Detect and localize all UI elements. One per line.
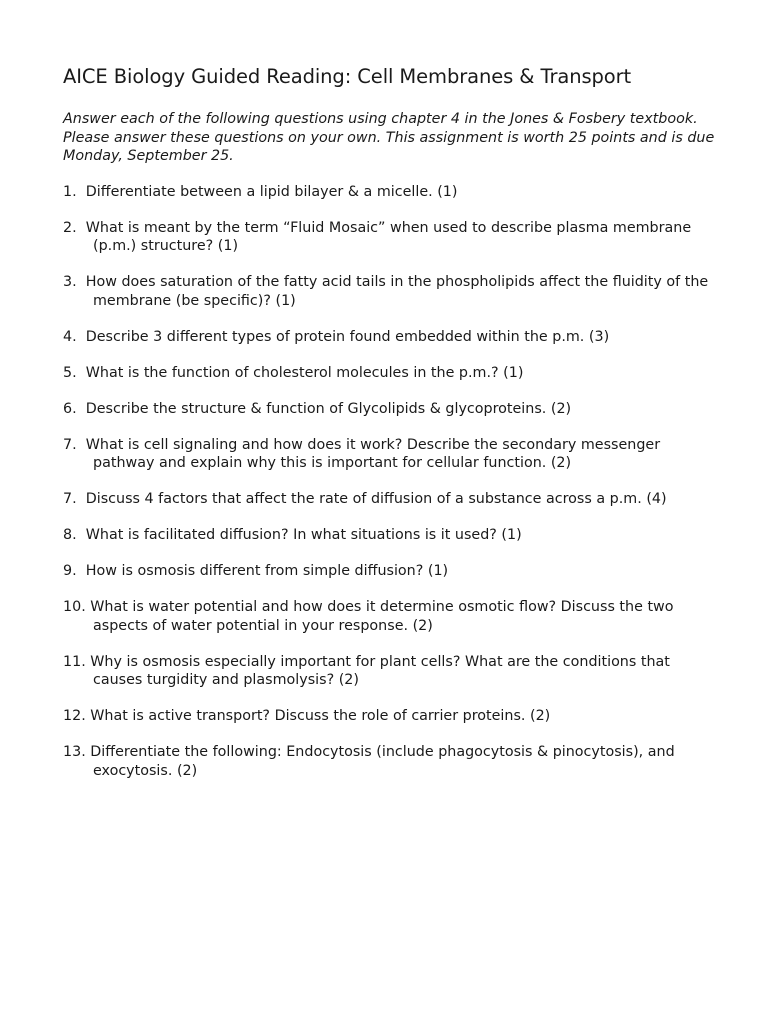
question-item: [63, 598, 723, 635]
question-text: Why is osmosis especially important for plant cells? What are the conditions that causes turgidity and plasmolysis? (2): [90, 653, 670, 688]
document-page: [63, 64, 723, 798]
question-text: How does saturation of the fatty acid tails in the phospholipids affect the fluidity of the membrane (be specific)? (1): [85, 274, 709, 309]
question-item: [63, 328, 723, 347]
page-title: AICE Biology Guided Reading: Cell Membranes & Transport: [63, 65, 632, 88]
question-number: 9.: [63, 563, 77, 579]
question-text: Differentiate between a lipid bilayer & a micelle. (1): [85, 183, 458, 200]
question-text: What is facilitated diffusion? In what situations is it used? (1): [85, 527, 522, 543]
question-number: 13.: [63, 744, 86, 760]
question-text: Describe 3 different types of protein found embedded within the p.m. (3): [85, 328, 610, 345]
question-text: Differentiate the following: Endocytosis (include phagocytosis & pinocytosis), and exocytosis. (2): [90, 744, 675, 779]
question-text: Describe the structure & function of Glycolipids & glycoproteins. (2): [85, 400, 572, 417]
question-number: 6.: [63, 400, 77, 417]
question-number: 5.: [63, 364, 77, 381]
question-text: What is active transport? Discuss the role of carrier proteins. (2): [90, 708, 551, 724]
question-text: Discuss 4 factors that affect the rate of diffusion of a substance across a p.m. (4): [85, 491, 667, 507]
question-number: 1.: [63, 183, 77, 200]
question-item: [63, 273, 723, 310]
question-item: [63, 490, 723, 509]
question-number: 11.: [63, 653, 86, 670]
question-number: 2.: [63, 219, 77, 236]
question-number: 8.: [63, 527, 77, 543]
question-text: What is the function of cholesterol molecules in the p.m.? (1): [85, 364, 524, 381]
question-item: [63, 183, 723, 202]
question-number: 12.: [63, 708, 86, 724]
question-item: [63, 219, 723, 256]
question-number: 7.: [63, 436, 77, 453]
question-item: [63, 653, 723, 690]
question-item: [63, 364, 723, 383]
question-number: 3.: [63, 274, 77, 290]
instructions-paragraph: Answer each of the following questions using chapter 4 in the Jones & Fosbery textbook. Please answer these questions on your own. This assignment is worth 25 points and is due Monday, September 25.: [63, 111, 715, 164]
question-text: What is meant by the term “Fluid Mosaic” when used to describe plasma membrane (p.m.) structure? (1): [85, 219, 692, 254]
question-text: What is water potential and how does it determine osmotic flow? Discuss the two aspects of water potential in your response. (2): [90, 599, 674, 634]
question-text: What is cell signaling and how does it work? Describe the secondary messenger pathway and explain why this is important for cellular function. (2): [85, 436, 661, 471]
question-number: 4.: [63, 328, 77, 345]
question-item: [63, 526, 723, 545]
question-text: How is osmosis different from simple diffusion? (1): [85, 563, 449, 579]
question-number: 10.: [63, 599, 86, 615]
question-item: [63, 743, 723, 780]
question-item: [63, 400, 723, 419]
question-number: 7.: [63, 491, 77, 507]
question-item: [63, 436, 723, 473]
question-item: [63, 562, 723, 581]
question-item: [63, 707, 723, 726]
question-list: [63, 183, 723, 781]
